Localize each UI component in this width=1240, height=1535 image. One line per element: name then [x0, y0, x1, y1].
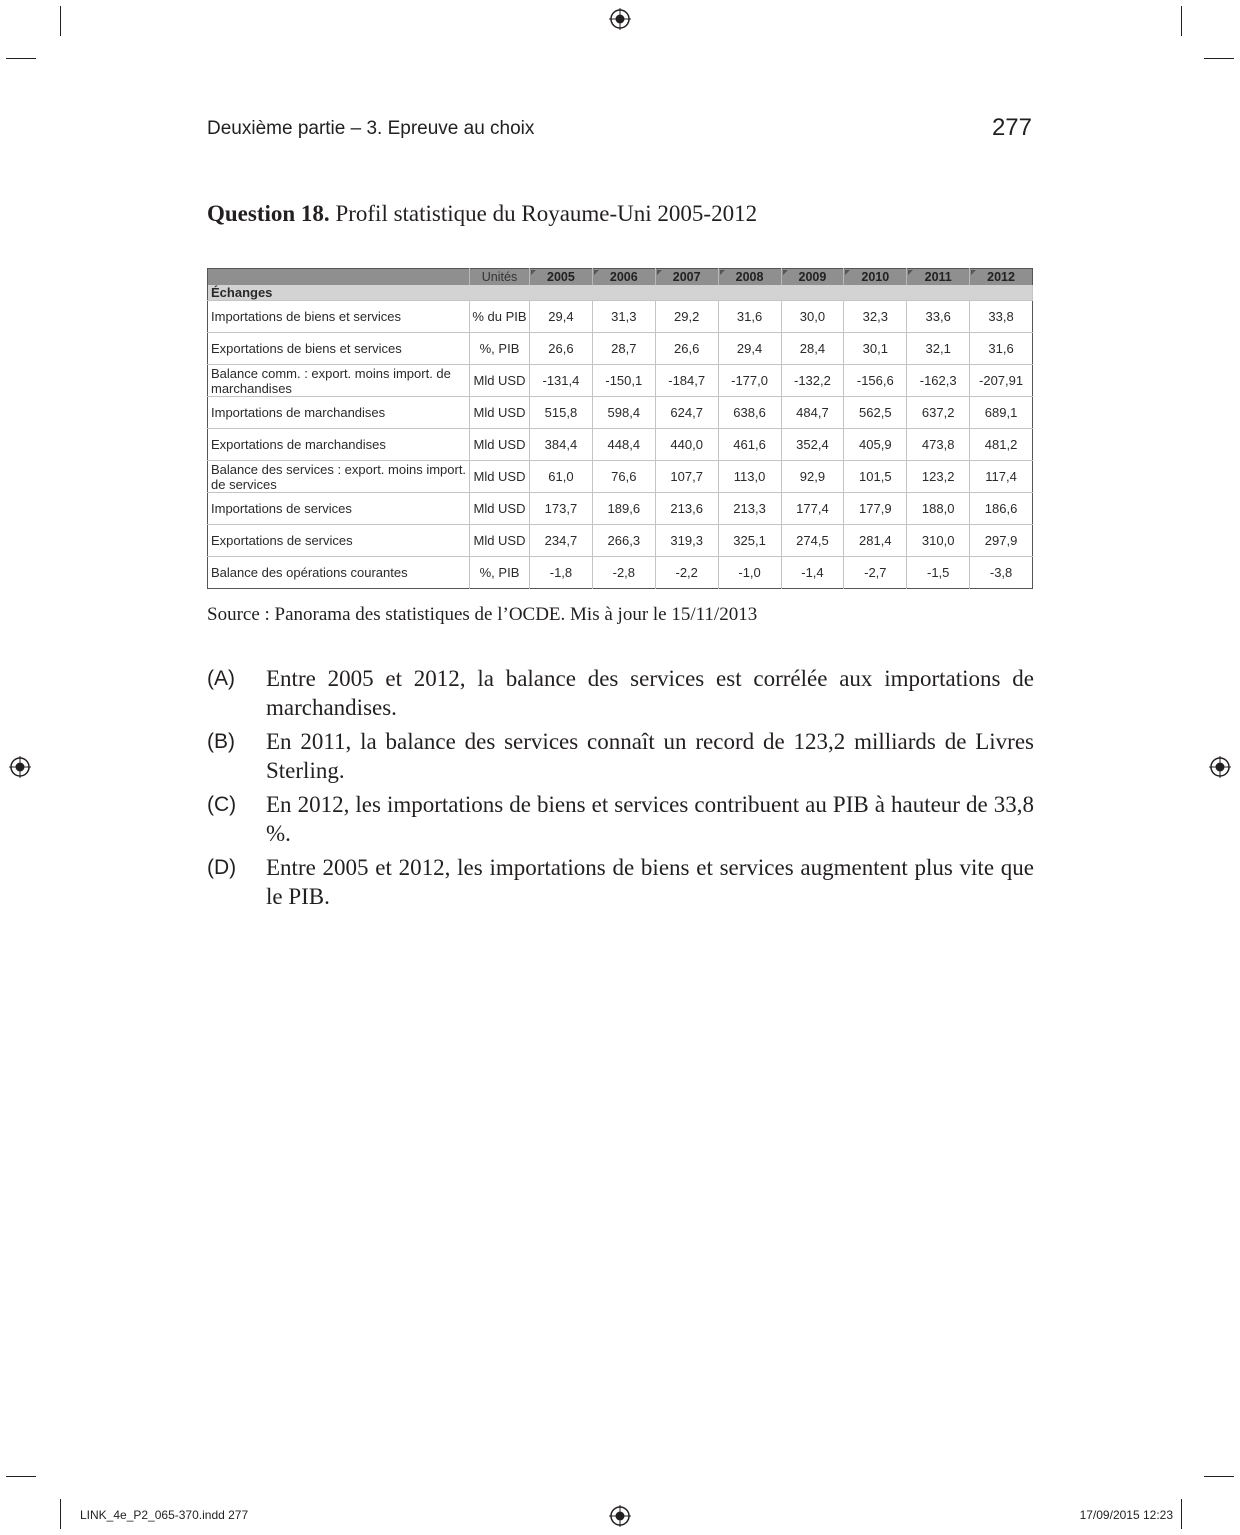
table-cell-value: 107,7	[655, 461, 718, 493]
registration-mark-icon	[1209, 756, 1231, 778]
answer-letter: (C)	[207, 793, 237, 816]
table-row	[208, 525, 1033, 557]
answer-letter: (B)	[207, 730, 235, 753]
table-cell-value: 33,6	[907, 301, 970, 333]
table-cell-value: 461,6	[718, 429, 781, 461]
table-cell-value: 29,4	[530, 301, 593, 333]
table-header-year: 2011	[907, 269, 970, 286]
table-row-unit: Mld USD	[470, 525, 530, 557]
table-cell-value: 481,2	[970, 429, 1033, 461]
table-cell-value: -1,0	[718, 557, 781, 589]
table-cell-value: 281,4	[844, 525, 907, 557]
table-cell-value: 562,5	[844, 397, 907, 429]
table-cell-value: -177,0	[718, 365, 781, 397]
table-row-unit: % du PIB	[470, 301, 530, 333]
registration-mark-icon	[609, 1505, 631, 1527]
table-cell-value: 189,6	[592, 493, 655, 525]
table-cell-value: 689,1	[970, 397, 1033, 429]
answer-text: Entre 2005 et 2012, la balance des services est corrélée aux importations de marchandises.	[266, 666, 1034, 720]
answer-text: Entre 2005 et 2012, les importations de biens et services augmentent plus vite que le PIB.	[266, 855, 1034, 909]
table-cell-value: -156,6	[844, 365, 907, 397]
table-cell-value: 32,3	[844, 301, 907, 333]
table-row	[208, 365, 1033, 397]
table-cell-value: 310,0	[907, 525, 970, 557]
answer-option-a	[207, 664, 1034, 722]
table-cell-value: 32,1	[907, 333, 970, 365]
table-cell-value: 325,1	[718, 525, 781, 557]
table-header-year: 2010	[844, 269, 907, 286]
answer-list	[207, 664, 1034, 916]
table-row-unit: %, PIB	[470, 333, 530, 365]
table-cell-value: 405,9	[844, 429, 907, 461]
table-row	[208, 557, 1033, 589]
answer-letter: (A)	[207, 667, 235, 690]
question-number: Question 18.	[207, 201, 330, 226]
table-row-label: Importations de biens et services	[208, 301, 470, 333]
table-cell-value: 31,6	[970, 333, 1033, 365]
table-cell-value: 28,7	[592, 333, 655, 365]
table-cell-value: 177,9	[844, 493, 907, 525]
table-cell-value: 297,9	[970, 525, 1033, 557]
table-row-unit: Mld USD	[470, 461, 530, 493]
table-row	[208, 461, 1033, 493]
registration-mark-icon	[9, 756, 31, 778]
crop-mark	[1204, 58, 1234, 59]
table-cell-value: -1,5	[907, 557, 970, 589]
table-cell-value: 352,4	[781, 429, 844, 461]
table-cell-value: 448,4	[592, 429, 655, 461]
answer-text: En 2012, les importations de biens et services contribuent au PIB à hauteur de 33,8 %.	[266, 792, 1034, 846]
table-header-year: 2007	[655, 269, 718, 286]
table-row-label: Balance comm. : export. moins import. de marchandises	[208, 365, 470, 397]
table-cell-value: 624,7	[655, 397, 718, 429]
crop-mark	[1181, 1499, 1182, 1529]
answer-letter: (D)	[207, 856, 237, 879]
table-header-row	[208, 269, 1033, 286]
table-row	[208, 301, 1033, 333]
table-cell-value: 92,9	[781, 461, 844, 493]
table-header-year: 2005	[530, 269, 593, 286]
table-cell-value: 638,6	[718, 397, 781, 429]
table-row-unit: Mld USD	[470, 365, 530, 397]
table-row	[208, 493, 1033, 525]
table-cell-value: 26,6	[530, 333, 593, 365]
table-source: Source : Panorama des statistiques de l’OCDE. Mis à jour le 15/11/2013	[207, 604, 758, 625]
table-row-label: Exportations de services	[208, 525, 470, 557]
table-cell-value: -2,8	[592, 557, 655, 589]
answer-option-b	[207, 727, 1034, 785]
table-cell-value: -150,1	[592, 365, 655, 397]
crop-mark	[60, 1499, 61, 1529]
table-cell-value: 188,0	[907, 493, 970, 525]
table-cell-value: 101,5	[844, 461, 907, 493]
question-title: Profil statistique du Royaume-Uni 2005-2012	[335, 201, 758, 226]
table-header-year: 2009	[781, 269, 844, 286]
table-row	[208, 429, 1033, 461]
table-row	[208, 397, 1033, 429]
table-cell-value: 384,4	[530, 429, 593, 461]
table-cell-value: 113,0	[718, 461, 781, 493]
table-cell-value: -131,4	[530, 365, 593, 397]
answer-option-d	[207, 853, 1034, 911]
table-cell-value: -2,7	[844, 557, 907, 589]
table-row-unit: Mld USD	[470, 397, 530, 429]
table-cell-value: 440,0	[655, 429, 718, 461]
table-cell-value: 637,2	[907, 397, 970, 429]
table-row-label: Balance des opérations courantes	[208, 557, 470, 589]
stats-table	[207, 268, 1033, 589]
answer-option-c	[207, 790, 1034, 848]
crop-mark	[6, 58, 36, 59]
table-cell-value: 177,4	[781, 493, 844, 525]
table-cell-value: 28,4	[781, 333, 844, 365]
stats-table-container	[207, 268, 1033, 589]
table-row-label: Importations de services	[208, 493, 470, 525]
table-cell-value: 123,2	[907, 461, 970, 493]
page-number: 277	[991, 114, 1032, 141]
table-cell-value: -207,91	[970, 365, 1033, 397]
table-cell-value: -1,4	[781, 557, 844, 589]
table-cell-value: 234,7	[530, 525, 593, 557]
table-cell-value: 213,6	[655, 493, 718, 525]
table-row-unit: %, PIB	[470, 557, 530, 589]
table-cell-value: 266,3	[592, 525, 655, 557]
table-cell-value: 117,4	[970, 461, 1033, 493]
table-section-row	[208, 285, 1033, 301]
table-cell-value: 173,7	[530, 493, 593, 525]
footer-datetime: 17/09/2015 12:23	[1079, 1508, 1173, 1522]
table-cell-value: 31,6	[718, 301, 781, 333]
table-cell-value: 319,3	[655, 525, 718, 557]
table-cell-value: -1,8	[530, 557, 593, 589]
table-cell-value: 484,7	[781, 397, 844, 429]
table-cell-value: -132,2	[781, 365, 844, 397]
table-cell-value: 186,6	[970, 493, 1033, 525]
table-section-label: Échanges	[208, 285, 1033, 301]
table-cell-value: 30,1	[844, 333, 907, 365]
table-cell-value: -2,2	[655, 557, 718, 589]
registration-mark-icon	[609, 8, 631, 30]
table-header-units: Unités	[470, 269, 530, 286]
table-cell-value: 76,6	[592, 461, 655, 493]
table-row-label: Balance des services : export. moins import. de services	[208, 461, 470, 493]
crop-mark	[1204, 1476, 1234, 1477]
table-header-year: 2008	[718, 269, 781, 286]
footer-file-name: LINK_4e_P2_065-370.indd 277	[80, 1508, 249, 1522]
table-row-unit: Mld USD	[470, 429, 530, 461]
table-cell-value: 213,3	[718, 493, 781, 525]
table-cell-value: 473,8	[907, 429, 970, 461]
table-cell-value: 29,4	[718, 333, 781, 365]
answer-text: En 2011, la balance des services connaît un record de 123,2 milliards de Livres Sterling.	[266, 729, 1034, 783]
table-header-year: 2006	[592, 269, 655, 286]
table-cell-value: 26,6	[655, 333, 718, 365]
table-header-year: 2012	[970, 269, 1033, 286]
table-row-label: Exportations de biens et services	[208, 333, 470, 365]
table-cell-value: 33,8	[970, 301, 1033, 333]
table-cell-value: -162,3	[907, 365, 970, 397]
table-header-label-cell	[208, 269, 470, 286]
crop-mark	[60, 6, 61, 36]
question-heading	[207, 201, 757, 227]
table-row-label: Importations de marchandises	[208, 397, 470, 429]
table-cell-value: -184,7	[655, 365, 718, 397]
table-cell-value: 598,4	[592, 397, 655, 429]
crop-mark	[1181, 6, 1182, 36]
table-cell-value: 31,3	[592, 301, 655, 333]
table-cell-value: 29,2	[655, 301, 718, 333]
table-cell-value: 61,0	[530, 461, 593, 493]
table-row-label: Exportations de marchandises	[208, 429, 470, 461]
table-cell-value: -3,8	[970, 557, 1033, 589]
table-row-unit: Mld USD	[470, 493, 530, 525]
table-row	[208, 333, 1033, 365]
table-cell-value: 30,0	[781, 301, 844, 333]
running-title: Deuxième partie – 3. Epreuve au choix	[207, 118, 535, 139]
crop-mark	[6, 1476, 36, 1477]
table-cell-value: 515,8	[530, 397, 593, 429]
table-cell-value: 274,5	[781, 525, 844, 557]
